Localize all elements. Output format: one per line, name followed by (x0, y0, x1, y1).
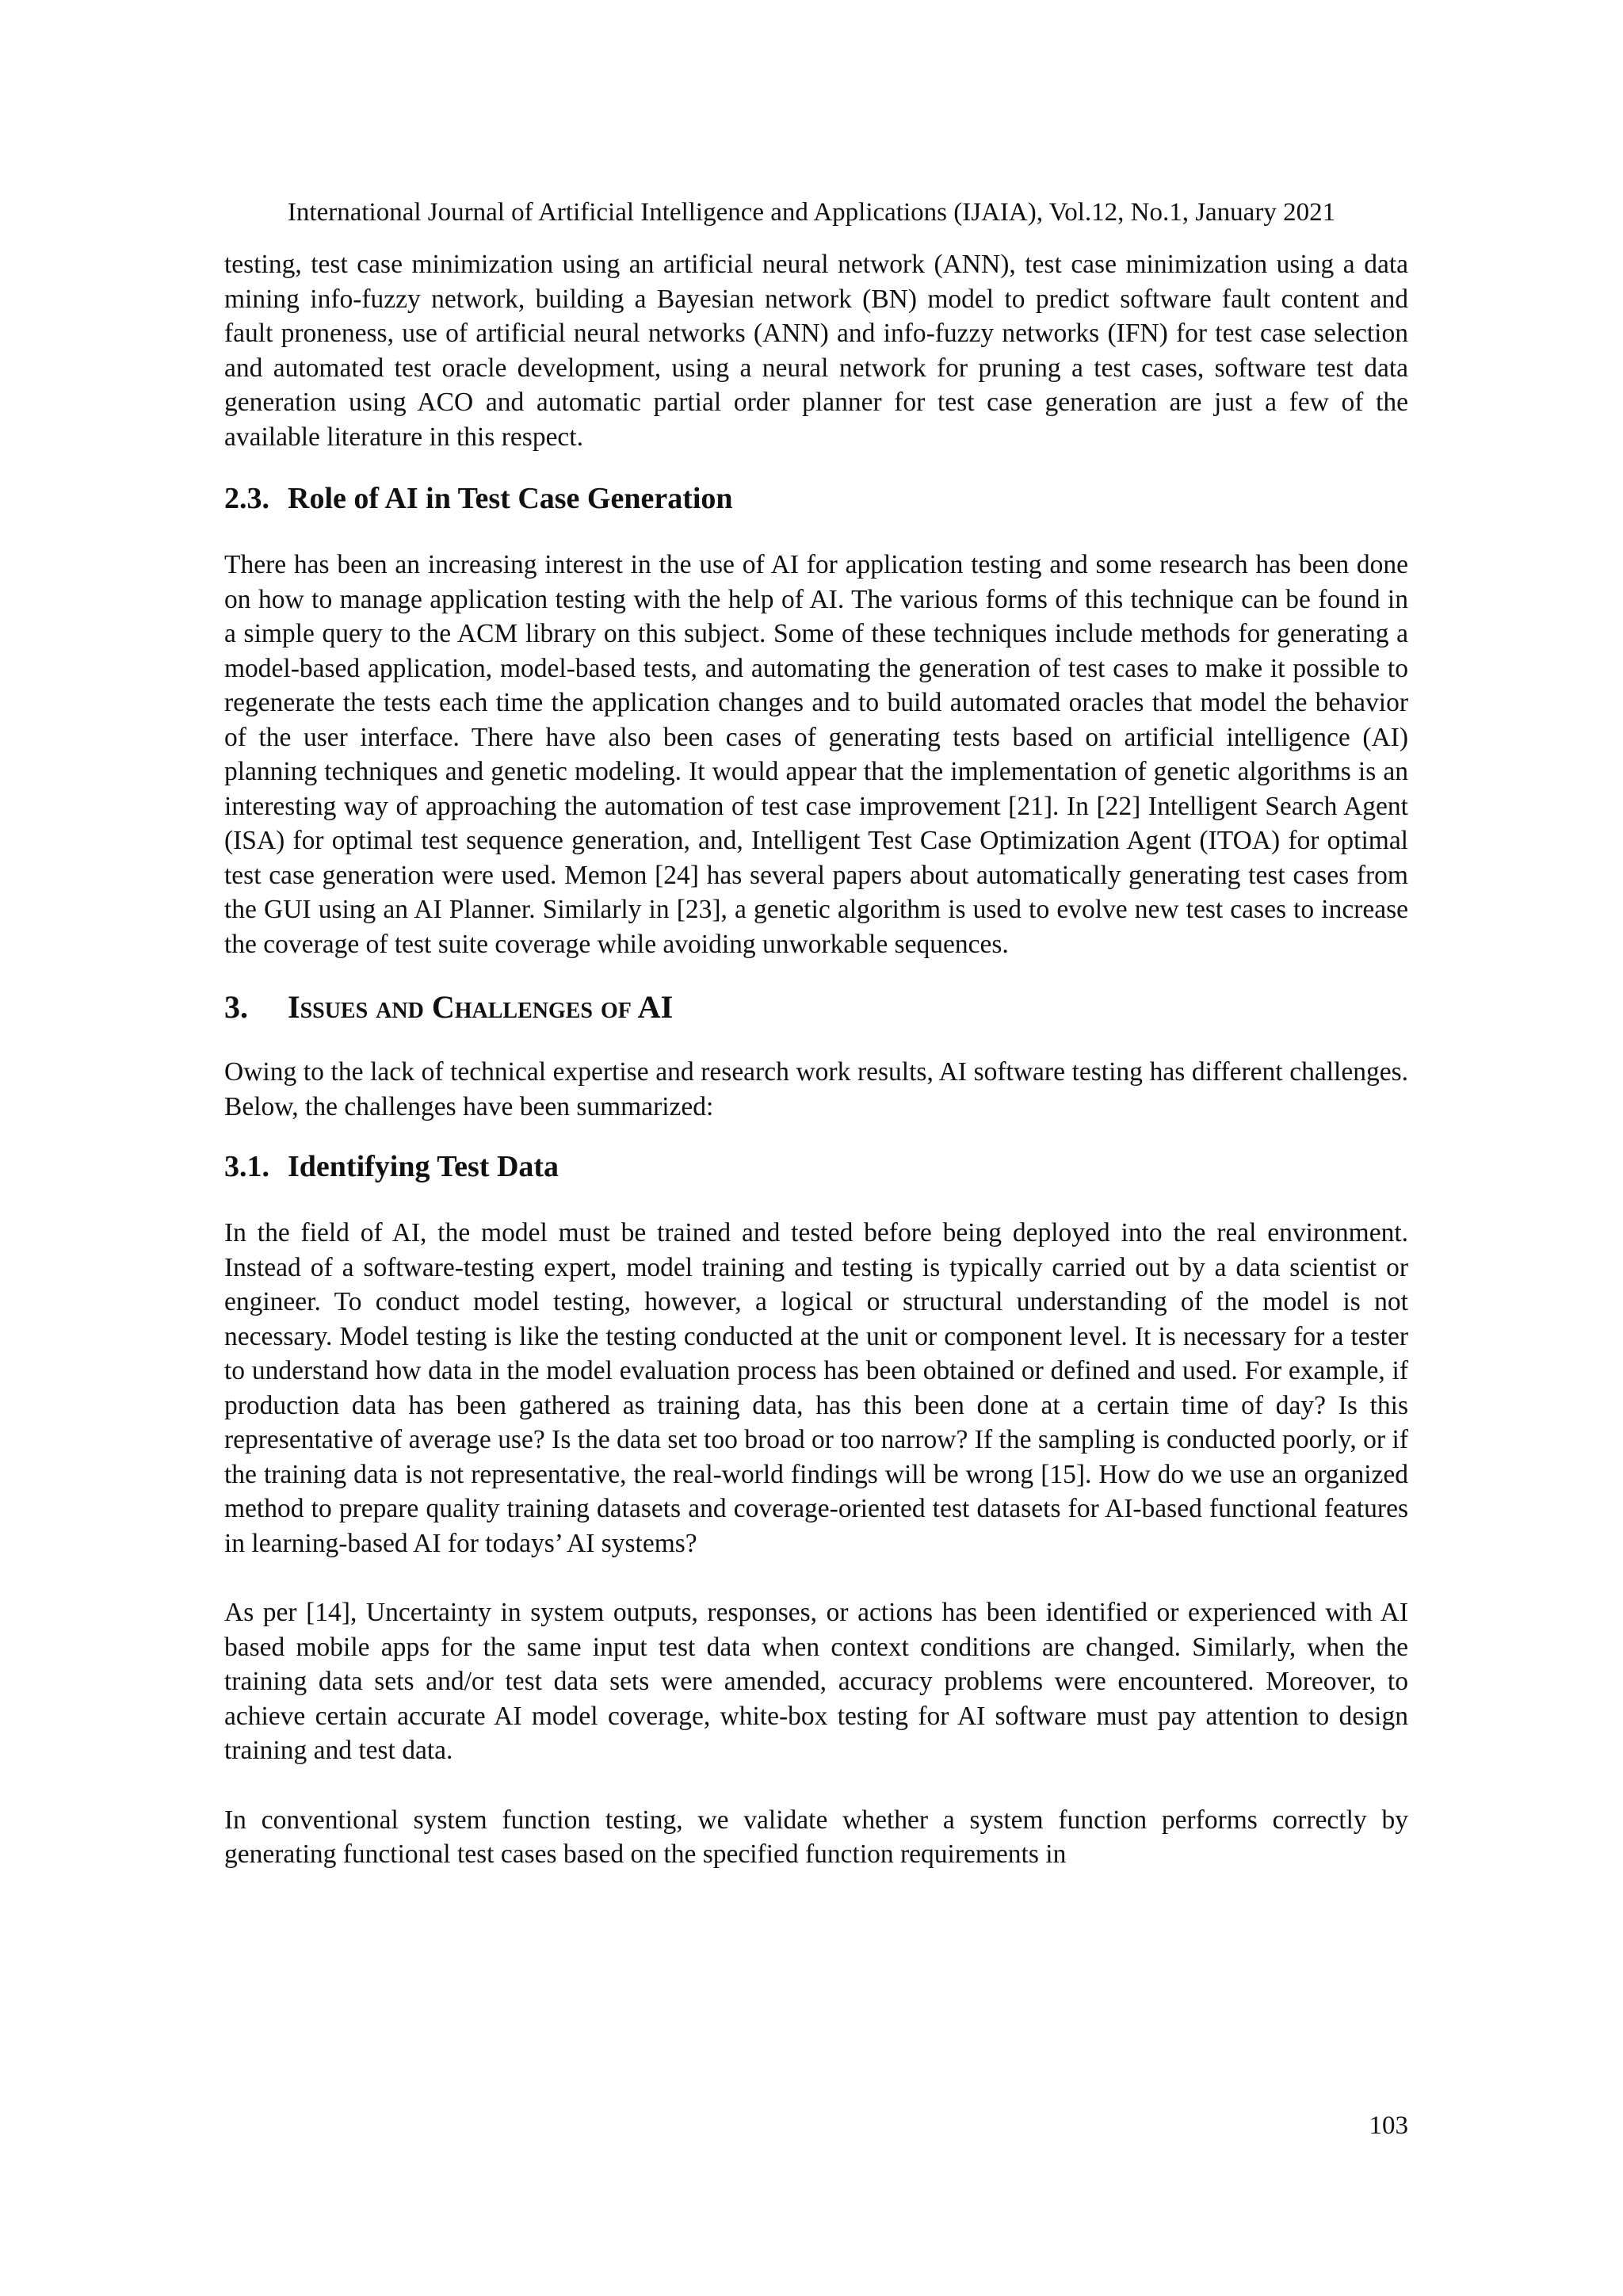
section-3-1-paragraph: In conventional system function testing, we validate whether a system function performs correctly by generating functional test cases based on the specified function requirements in (224, 1805, 1408, 1869)
section-3-1-paragraph: In the field of AI, the model must be trained and tested before being deployed into the real environment. Instead of a software-testing expert, model training and testing is typically carried out by a data scientist or engineer. To conduct model testing, however, a logical or structural understanding of the model is not necessary. Model testing is like the testing conducted at the unit or component level. It is necessary for a tester to understand how data in the model evaluation process has been obtained or defined and used. For example, if production data has been gathered as training data, has this been done at a certain time of day? Is this representative of average use? Is the data set too broad or too narrow? If the sampling is conducted poorly, or if the training data is not representative, the real-world findings will be wrong [15]. How do we use an organized method to prepare quality training datasets and coverage-oriented test datasets for AI-based functional features in learning-based AI for todays’ AI systems? (224, 1218, 1408, 1558)
article-body (224, 247, 1408, 1872)
section-3-number: 3. (224, 989, 248, 1025)
section-2-3-paragraph: There has been an increasing interest in the use of AI for application testing and some research has been done on how to manage application testing with the help of AI. The various forms of this technique can be found in a simple query to the ACM library on this subject. Some of these techniques include methods for generating a model-based application, model-based tests, and automating the generation of test cases to make it possible to regenerate the tests each time the application changes and to build automated oracles that model the behavior of the user interface. There have also been cases of generating tests based on artificial intelligence (AI) planning techniques and genetic modeling. It would appear that the implementation of genetic algorithms is an interesting way of approaching the automation of test case improvement [21]. In [22] Intelligent Search Agent (ISA) for optimal test sequence generation, and, Intelligent Test Case Optimization Agent (ITOA) for optimal test case generation were used. Memon [24] has several papers about automatically generating test cases from the GUI using an AI Planner. Similarly in [23], a genetic algorithm is used to evolve new test cases to increase the coverage of test suite coverage while avoiding unworkable sequences. (224, 550, 1408, 959)
intro-paragraph: testing, test case minimization using an artificial neural network (ANN), test case minimization using a data mining info-fuzzy network, building a Bayesian network (BN) model to predict software fault content and fault proneness, use of artificial neural networks (ANN) and info-fuzzy networks (IFN) for test case selection and automated test oracle development, using a neural network for pruning a test cases, software test data generation using ACO and automatic partial order planner for test case generation are just a few of the available literature in this respect. (224, 250, 1408, 452)
section-2-3-heading (224, 478, 1408, 519)
section-3-1-title: Identifying Test Data (288, 1150, 559, 1183)
running-header: International Journal of Artificial Intelligence and Applications (IJAIA), Vol.12, No.1, January 2021 (287, 198, 1336, 227)
section-3-paragraph: Owing to the lack of technical expertise and research work results, AI software testing has different challenges. Below, the challenges have been summarized: (224, 1057, 1408, 1121)
section-3-1-heading (224, 1146, 1408, 1187)
section-2-3-number: 2.3. (224, 482, 269, 515)
section-2-3-title: Role of AI in Test Case Generation (288, 482, 733, 515)
page-number: 103 (1369, 2111, 1408, 2140)
section-3-1-paragraph: As per [14], Uncertainty in system outputs, responses, or actions has been identified or experienced with AI based mobile apps for the same input test data when context conditions are changed. Similarly, when the training data sets and/or test data sets were amended, accuracy problems were encountered. Moreover, to achieve certain accurate AI model coverage, white-box testing for AI software must pay attention to design training and test data. (224, 1598, 1408, 1765)
section-3-title: Issues and Challenges of AI (288, 989, 674, 1025)
section-3-heading (224, 985, 1408, 1030)
section-3-1-number: 3.1. (224, 1150, 269, 1183)
